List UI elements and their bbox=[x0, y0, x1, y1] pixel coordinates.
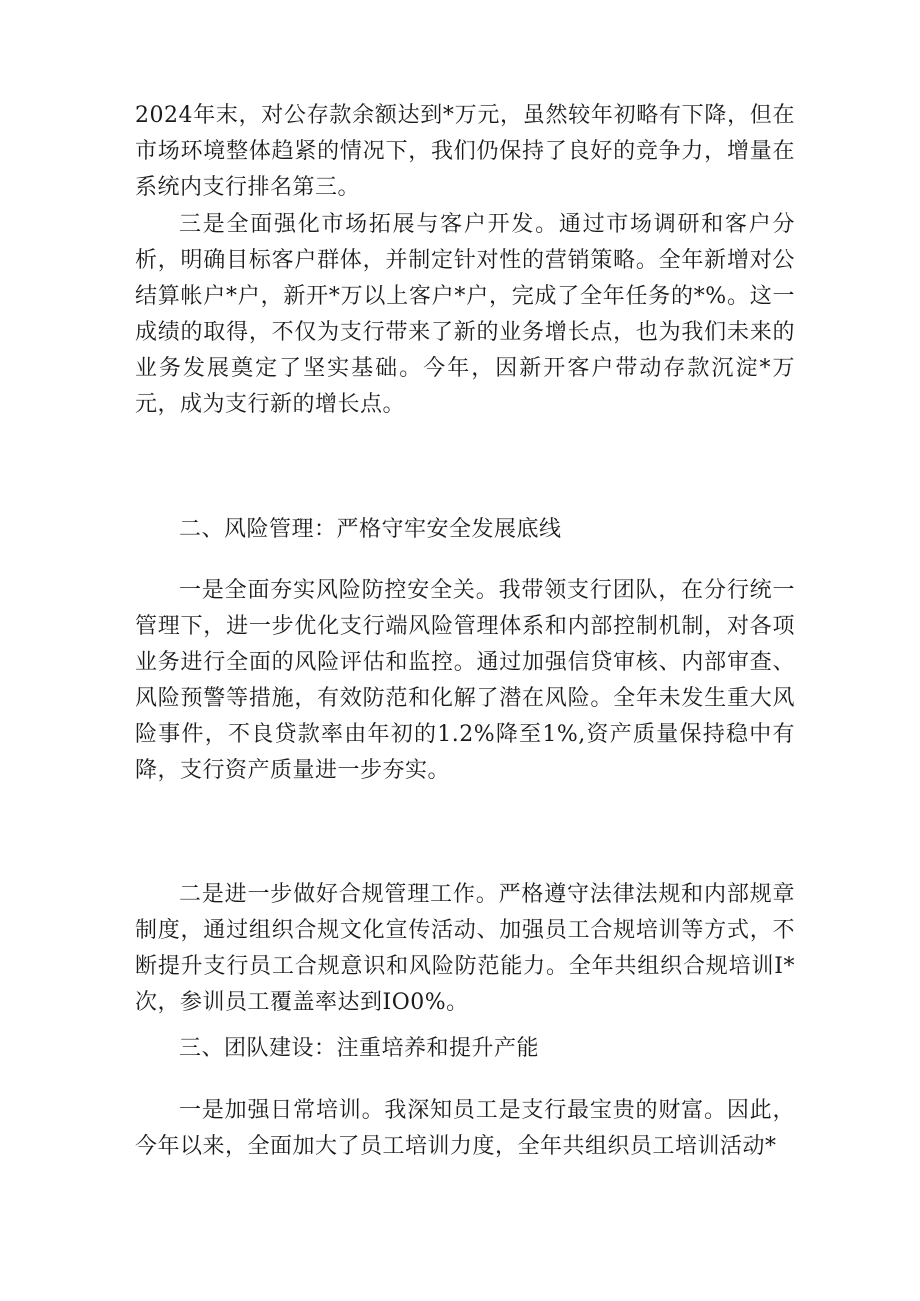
paragraph-compliance: 二是进一步做好合规管理工作。严格遵守法律法规和内部规章制度，通过组织合规文化宣传活动、加强员工合规培训等方式，不断提升支行员工合规意识和风险防范能力。全年共组织合规培训I*次，参训员工覆盖率达到IO0%。 bbox=[135, 882, 795, 1015]
section-heading-team-building: 三、团队建设：注重培养和提升产能 bbox=[179, 1036, 540, 1061]
section-heading-risk-management: 二、风险管理：严格守牢安全发展底线 bbox=[179, 517, 562, 542]
paragraph-market-expansion: 三是全面强化市场拓展与客户开发。通过市场调研和客户分析，明确目标客户群体，并制定针对性的营销策略。全年新增对公结算帐户*户，新开*万以上客户*户，完成了全年任务的*%。这一成绩的取得，不仅为支行带来了新的业务增长点，也为我们未来的业务发展奠定了坚实基础。今年，因新开客户带动存款沉淀*万元，成为支行新的增长点。 bbox=[135, 212, 795, 417]
paragraph-risk-control: 一是全面夯实风险防控安全关。我带领支行团队，在分行统一管理下，进一步优化支行端风险管理体系和内部控制机制，对各项业务进行全面的风险评估和监控。通过加强信贷审核、内部审查、风险预警等措施，有效防范和化解了潜在风险。全年未发生重大风险事件，不良贷款率由年初的1.2%降至1%,资产质量保持稳中有降，支行资产质量进一步夯实。 bbox=[135, 578, 795, 783]
paragraph-daily-training: 一是加强日常培训。我深知员工是支行最宝贵的财富。因此，今年以来，全面加大了员工培训力度，全年共组织员工培训活动* bbox=[135, 1098, 795, 1159]
paragraph-deposit-balance: 2024年末，对公存款余额达到*万元，虽然较年初略有下降，但在市场环境整体趋紧的情况下，我们仍保持了良好的竞争力，增量在系统内支行排名第三。 bbox=[135, 103, 795, 200]
